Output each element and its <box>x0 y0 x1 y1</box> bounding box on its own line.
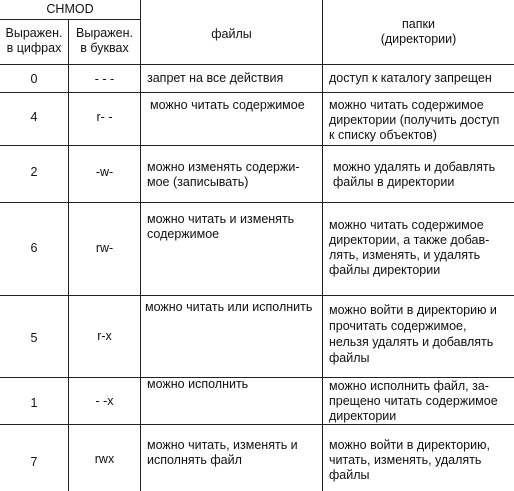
row-4-dirs <box>329 302 513 366</box>
row-1-letters: r- - <box>96 110 113 124</box>
row-1-files <box>150 98 320 113</box>
header-dirs-line-2: (директории) <box>380 32 457 46</box>
row-2-files-line-2: мое (записывать) <box>147 175 249 189</box>
row-6-letters: rwx <box>94 452 115 466</box>
row-3-dirs-line-3: лять, изменять, и удалять <box>329 248 481 262</box>
row-6-dirs-line-1: можно войти в директорию, <box>329 438 490 452</box>
row-1-files-line-1: можно читать содержимое <box>150 98 305 112</box>
header-chmod: CHMOD <box>46 2 94 16</box>
row-0-files <box>147 71 319 86</box>
row-2-dirs-line-1: можно удалять и добавлять <box>333 160 496 174</box>
row-6-files-line-1: можно читать, изменять и <box>147 438 298 452</box>
divider-under-chmod <box>0 19 140 20</box>
divider-row-6 <box>0 424 514 425</box>
row-4-letters: r-x <box>97 329 112 343</box>
row-4-dirs-line-2: прочитать содержимое, <box>329 319 467 333</box>
row-5-dirs <box>329 379 513 424</box>
row-4-files <box>145 300 321 315</box>
row-2-files <box>147 160 320 190</box>
divider-col-2 <box>140 0 141 491</box>
divider-col-3 <box>322 0 323 491</box>
row-5-files <box>147 377 320 392</box>
row-5-dirs-line-3: директории <box>329 409 397 423</box>
row-1-digit: 4 <box>30 110 38 124</box>
header-dirs <box>323 17 514 47</box>
row-6-dirs-line-3: файлы <box>329 468 370 482</box>
header-files: файлы <box>211 27 252 41</box>
row-0-letters: - - - <box>94 72 115 86</box>
header-letters <box>69 26 140 56</box>
row-2-dirs-line-2: файлы в директории <box>333 175 455 189</box>
row-2-digit: 2 <box>30 165 38 179</box>
header-digits <box>0 26 68 56</box>
row-2-letters: -w- <box>95 165 114 179</box>
row-3-dirs-line-4: файлы директории <box>329 263 441 277</box>
row-4-digit: 5 <box>30 331 38 345</box>
row-1-dirs-line-1: можно читать содержимое <box>329 98 484 112</box>
row-0-files-line-1: запрет на все действия <box>147 71 284 85</box>
row-4-dirs-line-4: файлы <box>329 351 370 365</box>
row-2-dirs <box>333 160 513 190</box>
row-3-digit: 6 <box>30 241 38 255</box>
row-1-dirs <box>329 98 513 143</box>
row-2-files-line-1: можно изменять содержи- <box>147 160 300 174</box>
row-4-files-line-1: можно читать или исполнить <box>145 300 313 314</box>
header-dirs-line-1: папки <box>402 17 435 31</box>
row-3-dirs-line-1: можно читать содержимое <box>329 218 484 232</box>
divider-row-4 <box>0 295 514 296</box>
row-0-dirs <box>329 71 512 86</box>
row-3-files-line-2: содержимое <box>147 227 220 241</box>
row-3-dirs-line-2: директории, а также добав- <box>329 233 490 247</box>
row-6-dirs-line-2: читать, изменять, удалять <box>329 453 482 467</box>
header-letters-line-1: Выражен. <box>76 26 133 40</box>
row-1-dirs-line-2: директории (получить доступ <box>329 113 500 127</box>
row-6-digit: 7 <box>30 455 38 469</box>
divider-row-2 <box>0 145 514 146</box>
row-6-files <box>147 438 320 468</box>
row-5-dirs-line-1: можно исполнить файл, за- <box>329 379 489 393</box>
row-4-dirs-line-3: нельзя удалять и добавлять <box>329 335 494 349</box>
row-3-letters: rw- <box>95 241 114 255</box>
row-1-dirs-line-3: к списку объектов) <box>329 128 437 142</box>
row-6-files-line-2: исполнять файл <box>147 453 242 467</box>
divider-row-1 <box>0 92 514 93</box>
header-letters-line-2: в буквах <box>80 41 129 55</box>
row-3-files <box>147 212 320 242</box>
row-6-dirs <box>329 438 513 483</box>
row-5-digit: 1 <box>30 396 38 410</box>
row-5-files-line-1: можно исполнить <box>147 377 249 391</box>
row-4-dirs-line-1: можно войти в директорию и <box>329 303 497 317</box>
divider-header-bottom <box>0 64 514 65</box>
row-5-letters: - -x <box>95 394 114 408</box>
header-digits-line-1: Выражен. <box>5 26 63 40</box>
row-3-files-line-1: можно читать и изменять <box>147 212 295 226</box>
row-3-dirs <box>329 218 513 278</box>
row-0-digit: 0 <box>30 72 38 86</box>
header-digits-line-2: в цифрах <box>6 41 62 55</box>
divider-row-3 <box>0 202 514 203</box>
row-5-dirs-line-2: прещено читать содержимое <box>329 394 498 408</box>
row-0-dirs-line-1: доступ к каталогу запрещен <box>329 71 492 85</box>
